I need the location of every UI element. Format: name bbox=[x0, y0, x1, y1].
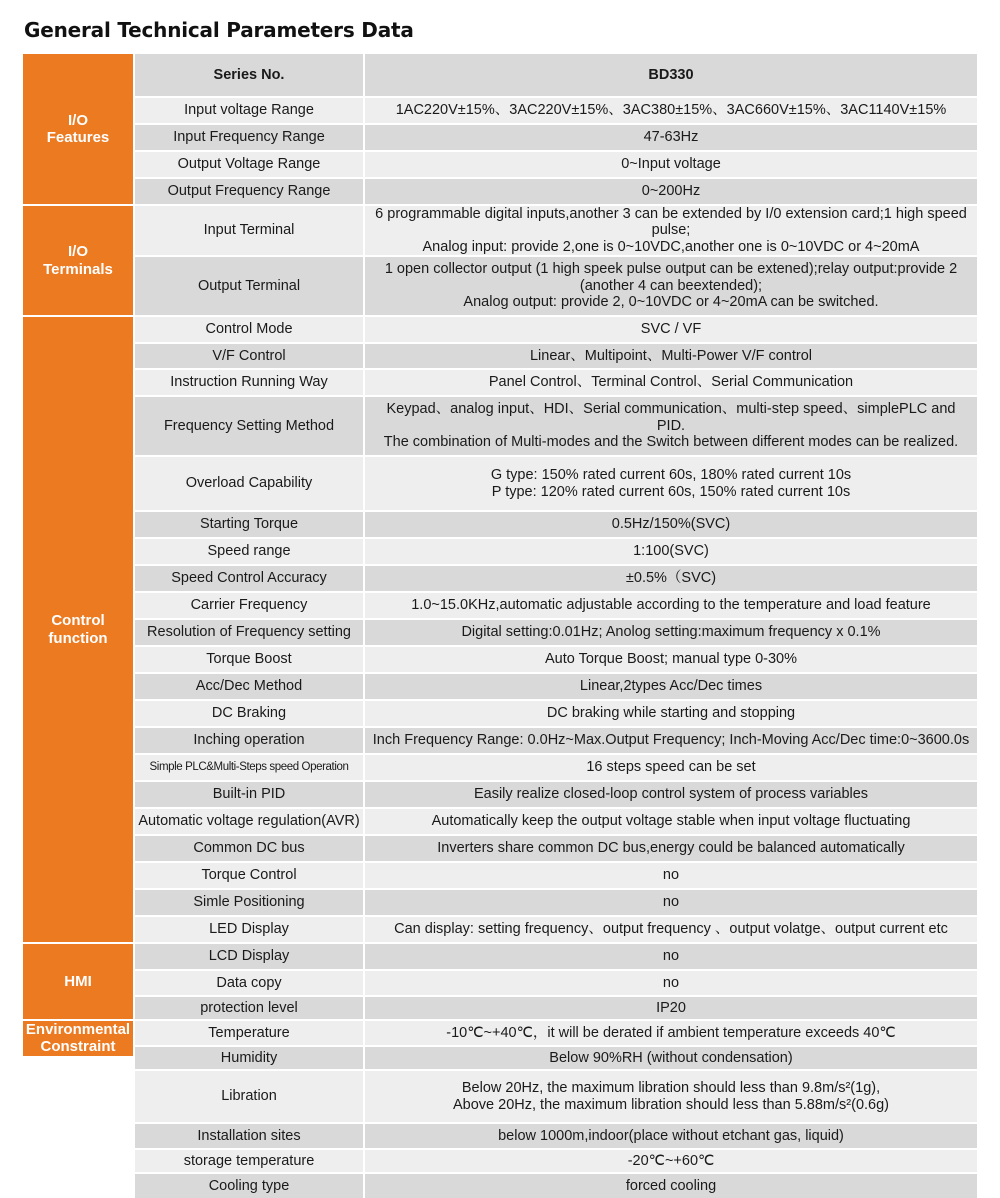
parameter-value-lines bbox=[446, 1025, 895, 1042]
parameter-text: Output Frequency Range bbox=[167, 183, 331, 200]
parameter-label bbox=[135, 863, 363, 888]
parameter-label bbox=[135, 809, 363, 834]
parameter-value-lines bbox=[373, 732, 969, 749]
parameter-label bbox=[135, 125, 363, 150]
group-label-text: Control function bbox=[48, 612, 108, 647]
parameter-label bbox=[135, 397, 363, 455]
parameter-value-line: Digital setting:0.01Hz; Anolog setting:maximum frequency x 0.1% bbox=[461, 624, 881, 641]
parameter-value bbox=[365, 98, 977, 123]
parameter-value bbox=[365, 917, 977, 942]
parameter-value-lines bbox=[656, 1000, 686, 1017]
parameter-value-line: DC braking while starting and stopping bbox=[546, 705, 796, 722]
parameter-text: Starting Torque bbox=[199, 516, 299, 533]
parameter-value bbox=[365, 971, 977, 995]
parameter-value-lines bbox=[371, 206, 971, 255]
table-row bbox=[23, 397, 977, 455]
parameter-label bbox=[135, 674, 363, 699]
parameter-value-lines bbox=[586, 759, 755, 776]
parameter-value-line: 1:100(SVC) bbox=[633, 543, 709, 560]
table-row bbox=[23, 997, 977, 1019]
parameter-text: Speed range bbox=[207, 543, 291, 560]
parameter-text: Simple PLC&Multi-Steps speed Operation bbox=[149, 760, 349, 773]
table-row bbox=[23, 647, 977, 672]
parameter-label bbox=[135, 206, 363, 255]
parameter-label bbox=[135, 971, 363, 995]
parameter-value-lines bbox=[396, 102, 947, 119]
parameter-value bbox=[365, 1150, 977, 1172]
parameter-value bbox=[365, 257, 977, 315]
parameter-value-line: 16 steps speed can be set bbox=[586, 759, 756, 776]
parameter-value bbox=[365, 397, 977, 455]
parameter-value-lines bbox=[437, 840, 904, 857]
parameter-value-lines bbox=[545, 651, 797, 668]
table-row bbox=[23, 1174, 977, 1198]
parameter-text: V/F Control bbox=[212, 347, 286, 364]
parameter-text: Frequency Setting Method bbox=[163, 417, 335, 434]
parameter-value bbox=[365, 755, 977, 780]
parameter-value-line: Analog input: provide 2,one is 0~10VDC,another one is 0~10VDC or 4~20mA bbox=[422, 238, 920, 255]
parameter-label bbox=[135, 539, 363, 564]
parameter-text: Installation sites bbox=[197, 1127, 301, 1144]
parameter-label bbox=[135, 1021, 363, 1045]
table-row bbox=[23, 971, 977, 995]
group-label-text: Environmental Constraint bbox=[25, 1021, 131, 1056]
table-row bbox=[23, 674, 977, 699]
parameter-value-line: 0~Input voltage bbox=[621, 156, 721, 173]
table-row bbox=[23, 179, 977, 204]
parameter-label bbox=[135, 890, 363, 915]
table-row bbox=[23, 566, 977, 591]
parameter-text: Input Terminal bbox=[203, 222, 295, 239]
table-row bbox=[23, 863, 977, 888]
parameter-label bbox=[135, 836, 363, 861]
parameter-value bbox=[365, 317, 977, 342]
parameter-value-line: G type: 150% rated current 60s, 180% rated current 10s bbox=[490, 466, 852, 483]
parameter-value-line: no bbox=[662, 948, 680, 965]
parameter-value-line: ±0.5%（SVC) bbox=[625, 570, 717, 587]
parameter-value-line: P type: 120% rated current 60s, 150% rated current 10s bbox=[491, 483, 851, 500]
parameter-text: Built-in PID bbox=[212, 786, 286, 803]
parameter-text: DC Braking bbox=[211, 705, 287, 722]
parameter-text: Torque Boost bbox=[206, 651, 292, 668]
group-label bbox=[23, 317, 133, 942]
parameter-value-lines bbox=[644, 129, 699, 146]
parameter-text: Libration bbox=[221, 1088, 277, 1105]
parameter-value-line: 1 open collector output (1 high speek pulse output can be extened);relay output:provide 2 bbox=[384, 260, 958, 277]
table-row bbox=[23, 620, 977, 645]
table-row bbox=[23, 1150, 977, 1172]
parameter-text: Inching operation bbox=[193, 732, 305, 749]
parameter-text: Acc/Dec Method bbox=[195, 678, 303, 695]
parameter-value bbox=[365, 1174, 977, 1198]
parameter-label bbox=[135, 620, 363, 645]
table-row bbox=[23, 1021, 977, 1045]
parameter-value-lines bbox=[621, 156, 721, 173]
parameter-value-lines bbox=[371, 401, 971, 451]
table-row bbox=[23, 152, 977, 177]
group-label-text: I/O Terminals bbox=[43, 243, 113, 278]
parameter-label bbox=[135, 782, 363, 807]
parameter-value-line: -20℃~+60℃ bbox=[627, 1152, 715, 1169]
parameter-value-line: 1.0~15.0KHz,automatic adjustable according to the temperature and load feature bbox=[411, 597, 931, 614]
parameter-label bbox=[135, 179, 363, 204]
header-series-value: BD330 bbox=[365, 54, 977, 96]
parameter-value-line: 6 programmable digital inputs,another 3 can be extended by I/0 extension card;1 high speed pulse; bbox=[375, 206, 967, 239]
table-header-row bbox=[23, 54, 977, 96]
parameter-value bbox=[365, 1021, 977, 1045]
parameter-text: Temperature bbox=[208, 1024, 290, 1041]
parameter-label bbox=[135, 257, 363, 315]
group-label-text: HMI bbox=[64, 972, 92, 990]
parameter-value-lines bbox=[663, 867, 679, 884]
table-row bbox=[23, 944, 977, 969]
table-row bbox=[23, 1071, 977, 1122]
table-row bbox=[23, 1047, 977, 1069]
parameter-value-line: IP20 bbox=[656, 999, 686, 1016]
parameter-value-line: (another 4 can beextended); bbox=[579, 277, 763, 294]
parameter-text: Instruction Running Way bbox=[170, 374, 328, 391]
table-row bbox=[23, 701, 977, 726]
parameter-value-line: Automatically keep the output voltage stable when input voltage fluctuating bbox=[431, 813, 911, 830]
table-row bbox=[23, 206, 977, 255]
parameter-value-line: no bbox=[662, 867, 680, 884]
parameter-value-line: The combination of Multi-modes and the Switch between different modes can be realized. bbox=[383, 434, 959, 451]
table-row bbox=[23, 755, 977, 780]
parameter-value-lines bbox=[628, 1153, 715, 1170]
parameter-value bbox=[365, 1047, 977, 1069]
parameter-text: Common DC bus bbox=[193, 840, 305, 857]
table-row bbox=[23, 809, 977, 834]
parameter-value-lines bbox=[547, 705, 795, 722]
parameter-label bbox=[135, 370, 363, 395]
parameter-text: LCD Display bbox=[208, 948, 290, 965]
table-row bbox=[23, 539, 977, 564]
parameter-value bbox=[365, 206, 977, 255]
table-row bbox=[23, 836, 977, 861]
parameter-value-line: no bbox=[662, 894, 680, 911]
parameter-text: Carrier Frequency bbox=[190, 597, 308, 614]
parameter-value-line: Can display: setting frequency、output frequency 、output volatge、output current etc bbox=[394, 921, 948, 938]
table-row bbox=[23, 1124, 977, 1148]
parameter-value bbox=[365, 457, 977, 510]
parameter-value bbox=[365, 620, 977, 645]
parameter-value-lines bbox=[641, 321, 701, 338]
parameter-value-line: 0.5Hz/150%(SVC) bbox=[611, 516, 731, 533]
parameter-value-line: Auto Torque Boost; manual type 0-30% bbox=[544, 651, 798, 668]
parameter-text: Overload Capability bbox=[185, 475, 313, 492]
parameter-value-lines bbox=[453, 1080, 889, 1113]
parameter-value bbox=[365, 782, 977, 807]
parameter-text: protection level bbox=[200, 999, 298, 1016]
parameter-value bbox=[365, 728, 977, 753]
parameter-text: Output Voltage Range bbox=[177, 156, 321, 173]
table-row bbox=[23, 917, 977, 942]
table-row bbox=[23, 317, 977, 342]
parameter-value bbox=[365, 890, 977, 915]
parameter-value-lines bbox=[663, 975, 679, 992]
group-label bbox=[23, 944, 133, 1019]
parameter-label bbox=[135, 755, 363, 780]
parameter-value-lines bbox=[663, 894, 679, 911]
parameter-label bbox=[135, 152, 363, 177]
parameter-label bbox=[135, 1124, 363, 1148]
parameter-value-lines bbox=[411, 597, 931, 614]
parameter-value bbox=[365, 863, 977, 888]
parameter-value-line: Linear、Multipoint、Multi-Power V/F control bbox=[529, 347, 813, 364]
parameter-text: Speed Control Accuracy bbox=[171, 570, 327, 587]
parameter-value-line: 47-63Hz bbox=[643, 129, 699, 146]
group-label bbox=[23, 206, 133, 315]
parameter-label bbox=[135, 566, 363, 591]
parameter-value-line: below 1000m,indoor(place without etchant gas, liquid) bbox=[498, 1127, 844, 1144]
parameter-label bbox=[135, 647, 363, 672]
parameter-label bbox=[135, 317, 363, 342]
parameter-value-lines bbox=[432, 813, 911, 830]
parameter-value-lines bbox=[626, 570, 716, 587]
parameter-value-lines bbox=[580, 678, 762, 695]
parameter-value-line: 0~200Hz bbox=[641, 183, 701, 200]
table-row bbox=[23, 512, 977, 537]
parameter-text: Control Mode bbox=[205, 321, 293, 338]
parameter-value-lines bbox=[385, 261, 957, 311]
parameter-value bbox=[365, 593, 977, 618]
parameter-value-lines bbox=[549, 1050, 792, 1067]
parameter-label bbox=[135, 1150, 363, 1172]
group-label bbox=[23, 1021, 133, 1056]
parameter-label bbox=[135, 728, 363, 753]
parameter-label bbox=[135, 944, 363, 969]
parameter-value bbox=[365, 836, 977, 861]
parameter-text: Data copy bbox=[216, 974, 282, 991]
parameter-value bbox=[365, 997, 977, 1019]
parameter-value bbox=[365, 647, 977, 672]
parameter-value-lines bbox=[489, 374, 853, 391]
parameter-value-lines bbox=[474, 786, 868, 803]
parameter-value-line: Above 20Hz, the maximum libration should less than 5.88m/s²(0.6g) bbox=[452, 1096, 889, 1113]
parameter-value-lines bbox=[626, 1178, 716, 1195]
table-row bbox=[23, 457, 977, 510]
parameter-label bbox=[135, 512, 363, 537]
parameter-label bbox=[135, 917, 363, 942]
parameter-value-lines bbox=[663, 948, 679, 965]
group-label-text: I/O Features bbox=[46, 111, 110, 146]
parameter-value-line: Below 20Hz, the maximum libration should less than 9.8m/s²(1g), bbox=[461, 1079, 881, 1096]
group-label bbox=[23, 54, 133, 204]
table-row bbox=[23, 257, 977, 315]
parameter-value-line: Analog output: provide 2, 0~10VDC or 4~20mA can be switched. bbox=[463, 294, 879, 311]
parameter-value-line: -10℃~+40℃，it will be derated if ambient temperature exceeds 40℃ bbox=[446, 1024, 896, 1041]
parameter-value bbox=[365, 512, 977, 537]
parameter-value bbox=[365, 674, 977, 699]
parameter-value bbox=[365, 1124, 977, 1148]
parameter-text: Output Terminal bbox=[197, 277, 301, 294]
parameter-label bbox=[135, 98, 363, 123]
parameter-text: Resolution of Frequency setting bbox=[147, 624, 351, 641]
table-row bbox=[23, 370, 977, 395]
parameter-text: Input Frequency Range bbox=[173, 129, 325, 146]
table-row bbox=[23, 344, 977, 368]
parameter-value-lines bbox=[491, 467, 851, 500]
parameter-text: Automatic voltage regulation(AVR) bbox=[138, 813, 360, 830]
parameter-text: Input voltage Range bbox=[184, 102, 314, 119]
parameter-value-line: Panel Control、Terminal Control、Serial Communication bbox=[488, 374, 854, 391]
parameter-label bbox=[135, 1071, 363, 1122]
parameter-value-line: Below 90%RH (without condensation) bbox=[549, 1049, 793, 1066]
parameter-value bbox=[365, 809, 977, 834]
parameter-value bbox=[365, 1071, 977, 1122]
parameter-label bbox=[135, 593, 363, 618]
parameter-value bbox=[365, 370, 977, 395]
parameter-text: Simle Positioning bbox=[193, 894, 305, 911]
parameter-text: Humidity bbox=[220, 1049, 278, 1066]
parameter-value-line: 1AC220V±15%、3AC220V±15%、3AC380±15%、3AC660V±15%、3AC1140V±15% bbox=[395, 102, 947, 119]
parameter-value-lines bbox=[612, 516, 730, 533]
parameter-label bbox=[135, 1047, 363, 1069]
parameter-value bbox=[365, 701, 977, 726]
parameter-value-line: forced cooling bbox=[625, 1177, 717, 1194]
parameter-value-lines bbox=[633, 543, 709, 560]
table-row bbox=[23, 728, 977, 753]
parameter-value bbox=[365, 179, 977, 204]
parameter-value-line: Keypad、analog input、HDI、Serial communication、multi-step speed、simplePLC and PID. bbox=[386, 400, 956, 434]
table-row bbox=[23, 125, 977, 150]
parameter-value-line: Inch Frequency Range: 0.0Hz~Max.Output Frequency; Inch-Moving Acc/Dec time:0~3600.0s bbox=[372, 732, 970, 749]
parameter-text: Cooling type bbox=[208, 1177, 290, 1194]
parameter-value-line: SVC / VF bbox=[640, 321, 702, 338]
parameter-value-line: no bbox=[662, 974, 680, 991]
parameter-value bbox=[365, 125, 977, 150]
parameter-text: LED Display bbox=[209, 921, 289, 938]
parameter-value bbox=[365, 944, 977, 969]
table-row bbox=[23, 98, 977, 123]
parameter-value-lines bbox=[461, 624, 880, 641]
parameter-value-lines bbox=[394, 921, 948, 938]
parameter-value-line: Easily realize closed-loop control system of process variables bbox=[473, 786, 869, 803]
parameter-label bbox=[135, 997, 363, 1019]
parameter-label bbox=[135, 457, 363, 510]
parameter-value bbox=[365, 152, 977, 177]
parameter-value bbox=[365, 344, 977, 368]
table-row bbox=[23, 890, 977, 915]
page-title: General Technical Parameters Data bbox=[24, 18, 414, 42]
parameter-value-lines bbox=[642, 183, 700, 200]
spec-table bbox=[23, 54, 977, 1198]
table-row bbox=[23, 782, 977, 807]
parameter-value-lines bbox=[530, 348, 812, 365]
parameter-value bbox=[365, 566, 977, 591]
parameter-label bbox=[135, 344, 363, 368]
header-series-label: Series No. bbox=[135, 54, 363, 96]
parameter-text: Torque Control bbox=[201, 867, 297, 884]
parameter-text: storage temperature bbox=[183, 1152, 315, 1169]
table-row bbox=[23, 593, 977, 618]
parameter-label bbox=[135, 701, 363, 726]
parameter-value-lines bbox=[498, 1128, 844, 1145]
parameter-value-line: Linear,2types Acc/Dec times bbox=[579, 678, 763, 695]
parameter-value-line: Inverters share common DC bus,energy could be balanced automatically bbox=[437, 840, 905, 857]
parameter-value bbox=[365, 539, 977, 564]
parameter-label bbox=[135, 1174, 363, 1198]
